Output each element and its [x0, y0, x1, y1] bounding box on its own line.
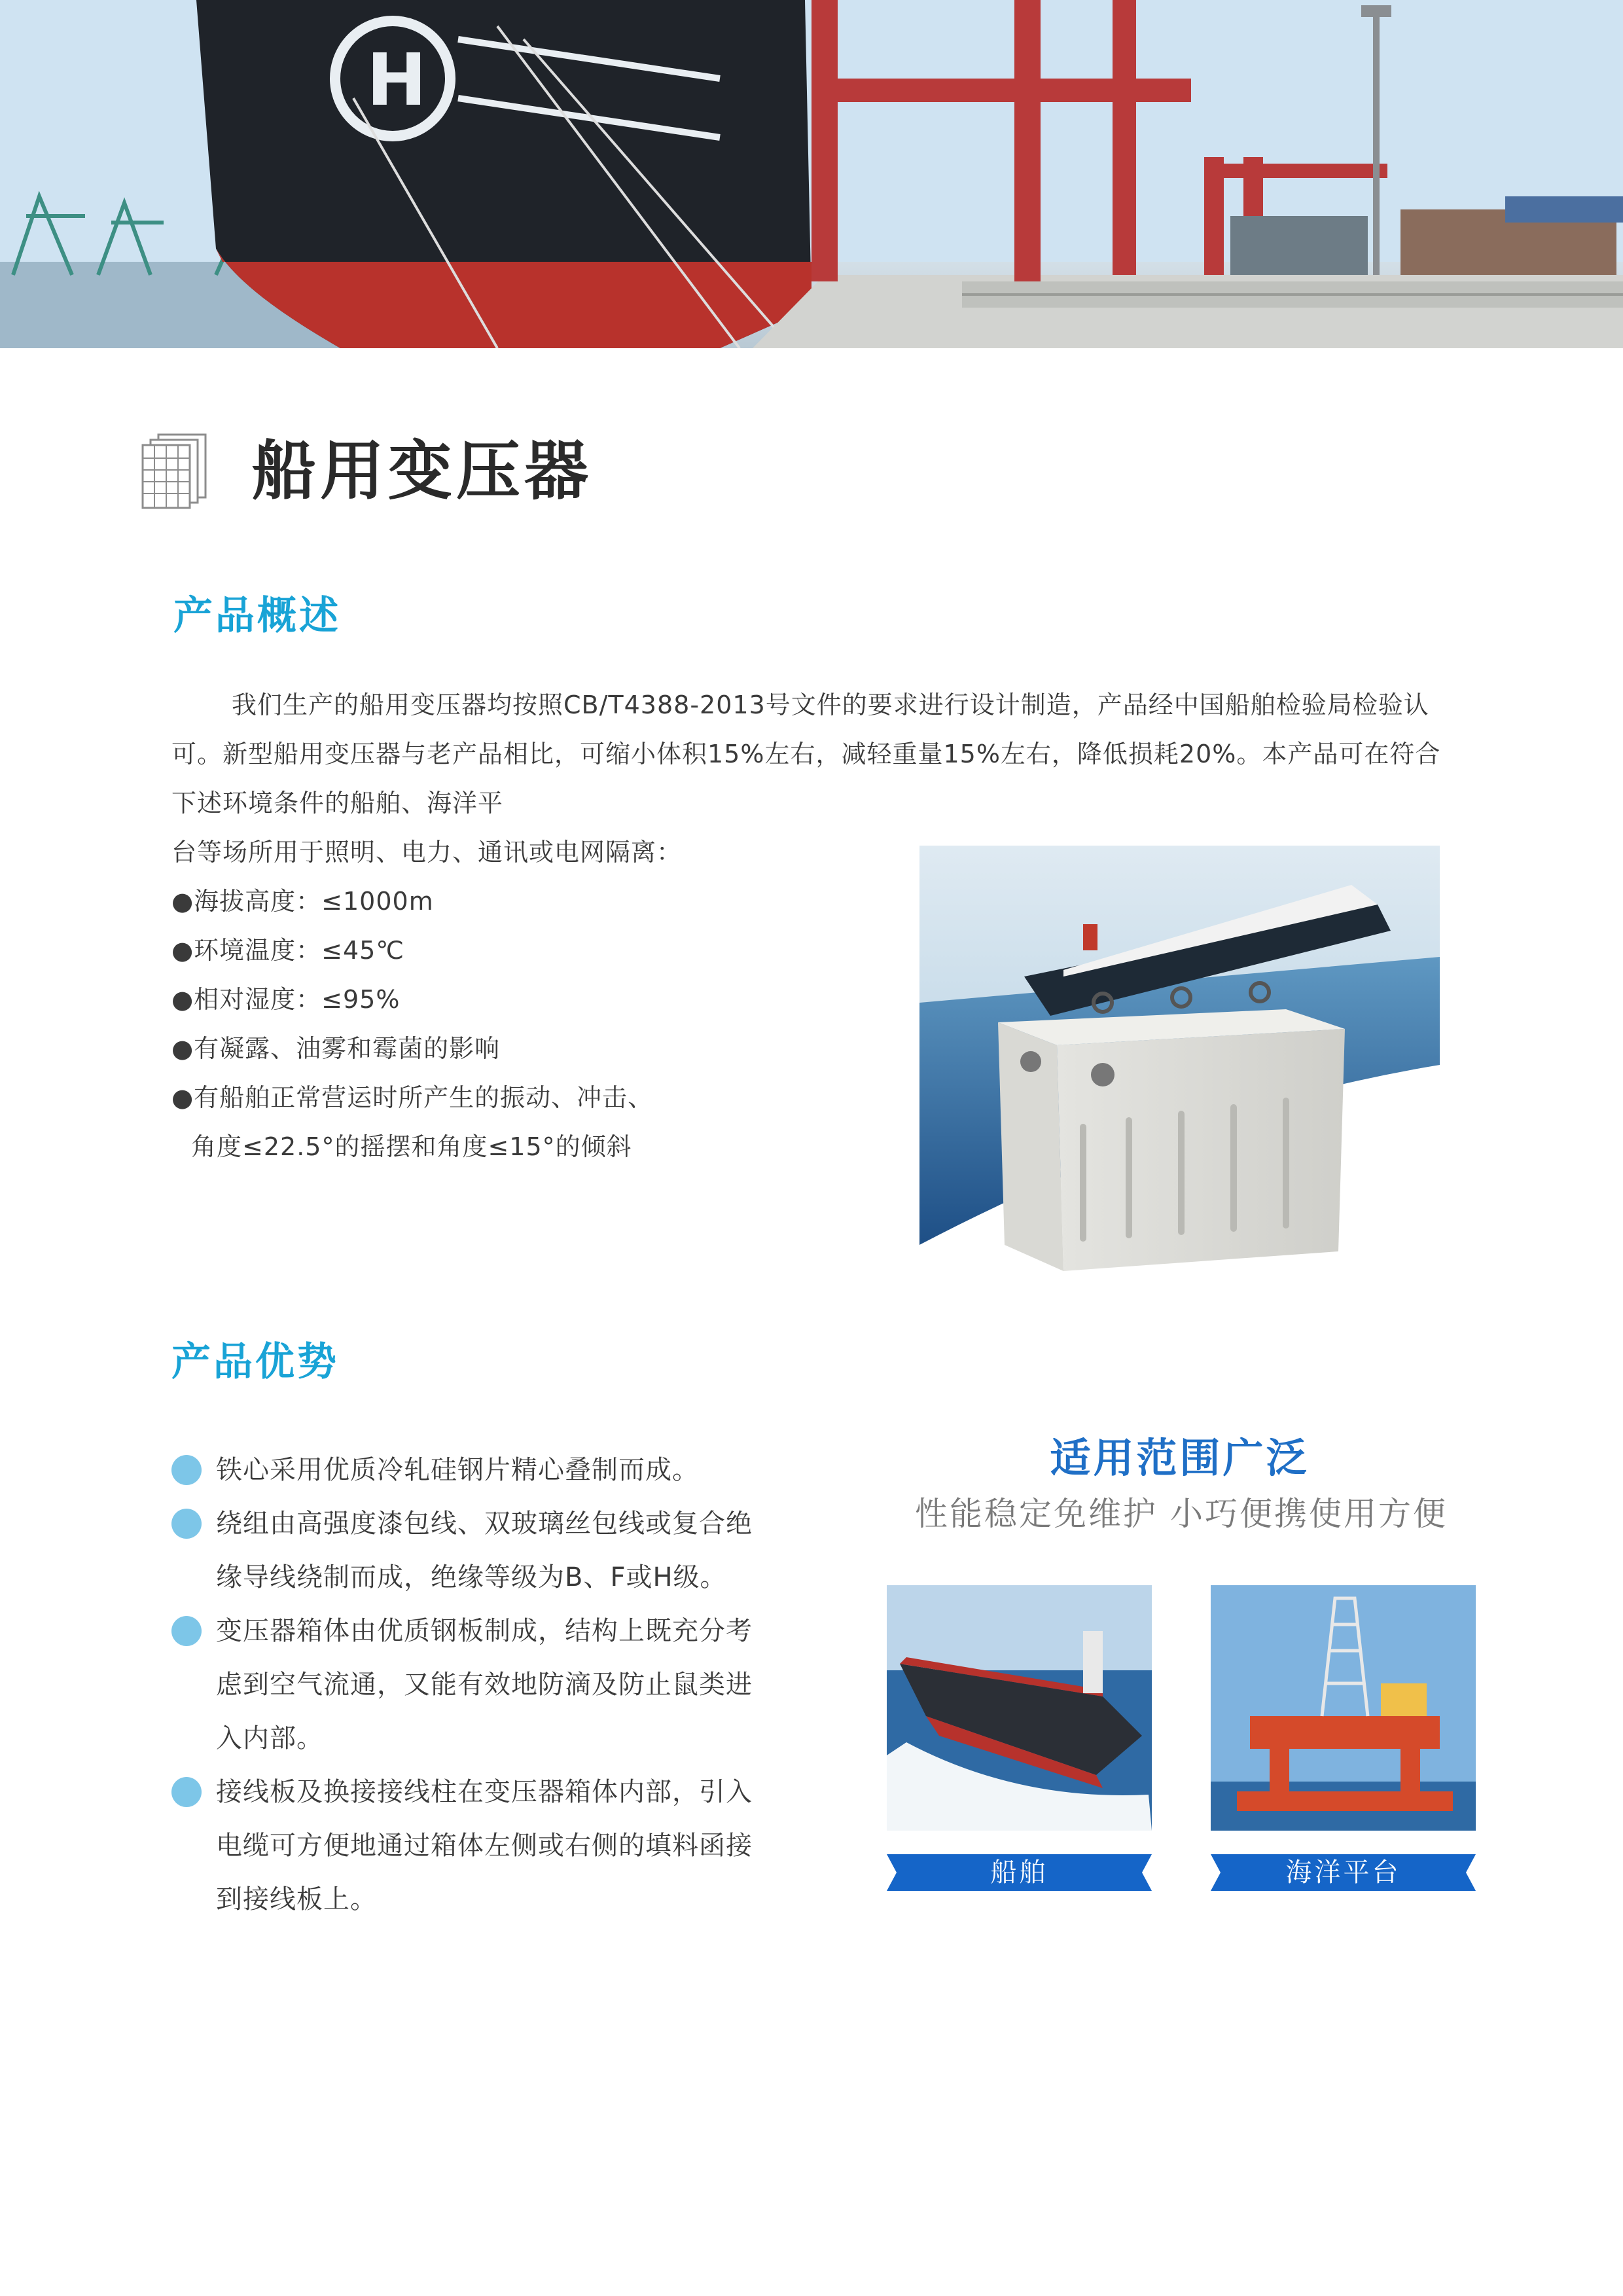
- spec-humidity: ●相对湿度：≤95%: [171, 985, 401, 1014]
- advantage-text: 接线板及换接接线柱在变压器箱体内部，引入电缆可方便地通过箱体左侧或右侧的填料函接到接线板上。: [216, 1777, 753, 1914]
- advantage-item: [171, 1604, 760, 1765]
- label-offshore-platform-text: 海洋平台: [1285, 1857, 1401, 1888]
- label-offshore-platform: [1211, 1854, 1476, 1891]
- advantages-list: [171, 1443, 760, 1926]
- spec-altitude: ●海拔高度：≤1000m: [171, 887, 434, 916]
- overview-paragraph: [171, 681, 1454, 828]
- bullet-dot-icon: [171, 1509, 202, 1539]
- advantage-item: [171, 1443, 760, 1497]
- bullet-dot-icon: [171, 1777, 202, 1807]
- page-title: 船用变压器: [252, 434, 593, 509]
- advantage-item: [171, 1497, 760, 1604]
- application-subtitle: 性能稳定免维护 小巧便携使用方便: [915, 1495, 1448, 1533]
- spec-vibration: ●有船舶正常营运时所产生的振动、冲击、: [171, 1083, 654, 1112]
- overview-heading: 产品概述: [173, 593, 341, 639]
- bullet-dot-icon: [171, 1616, 202, 1646]
- bullet-dot-icon: [171, 1455, 202, 1485]
- spec-list: [171, 828, 891, 1172]
- svg-text:H: H: [366, 38, 427, 122]
- transformer-product-photo: [919, 846, 1440, 1299]
- overview-paragraph-continued: 台等场所用于照明、电力、通讯或电网隔离：: [171, 838, 683, 867]
- document-stack-icon: [139, 432, 211, 509]
- label-ship: [887, 1854, 1152, 1891]
- tanker-ship-photo: [887, 1585, 1152, 1831]
- hero-banner: [0, 0, 1623, 348]
- spec-temperature: ●环境温度：≤45℃: [171, 936, 405, 965]
- advantage-text: 铁心采用优质冷轧硅钢片精心叠制而成。: [216, 1455, 699, 1485]
- port-scene-image: [0, 0, 1623, 348]
- advantage-item: [171, 1765, 760, 1926]
- label-ship-text: 船舶: [990, 1857, 1048, 1888]
- spec-vibration-continued: 角度≤22.5°的摇摆和角度≤15°的倾斜: [191, 1132, 632, 1161]
- offshore-platform-photo: [1211, 1585, 1476, 1831]
- overview-paragraph-text: 我们生产的船用变压器均按照CB/T4388-2013号文件的要求进行设计制造，产品经中国船舶检验局检验认可。新型船用变压器与老产品相比，可缩小体积15%左右，减轻重量15%左右，降低损耗20%。本产品可在符合下述环境条件的船舶、海洋平: [171, 691, 1441, 817]
- spec-condensation: ●有凝露、油雾和霉菌的影响: [171, 1034, 501, 1063]
- application-title: 适用范围广泛: [1050, 1434, 1310, 1482]
- advantages-heading: 产品优势: [171, 1339, 339, 1385]
- advantage-text: 绕组由高强度漆包线、双玻璃丝包线或复合绝缘导线绕制而成，绝缘等级为B、F或H级。: [216, 1509, 753, 1592]
- advantage-text: 变压器箱体由优质钢板制成，结构上既充分考虑到空气流通，又能有效地防滴及防止鼠类进入内部。: [216, 1616, 753, 1753]
